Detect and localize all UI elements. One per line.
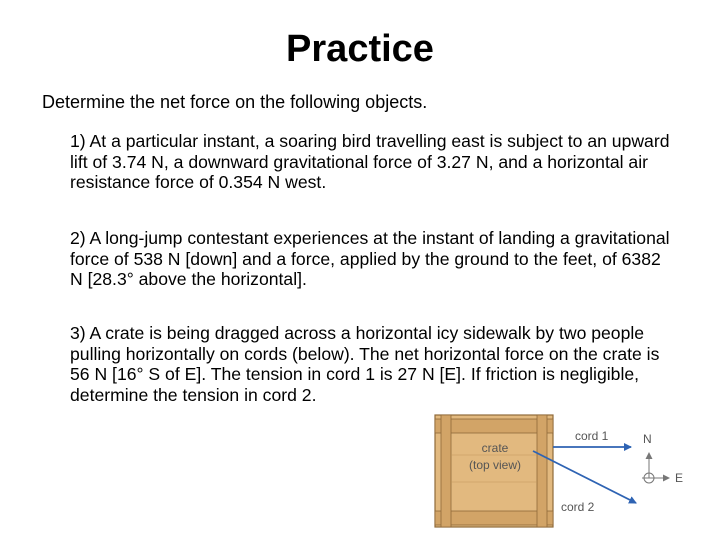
crate-sublabel: (top view) [468,458,522,472]
north-label: N [643,432,652,446]
problem-1: 1) At a particular instant, a soaring bird travelling east is subject to an upward lift of 3.74 N, a downward gravitational force of 3.27 N, and a horizontal air resistance force of 0.354 N west. [70,131,670,192]
crate-label: crate [481,441,509,455]
problem-2: 2) A long-jump contestant experiences at the instant of landing a gravitational force of 538 N [down] and a force, applied by the ground to the feet, of 6382 N [28.3° above the horizontal]. [70,228,670,289]
cord-2-label: cord 2 [561,500,595,514]
problem-3: 3) A crate is being dragged across a horizontal icy sidewalk by two people pulling horizontally on cords (below). The net horizontal force on the crate is 56 N [16° S of E]. The tension in cord 1 is 27 N [E]. If friction is negligible, determine the tension in cord 2. [70,323,660,405]
cord-1-label: cord 1 [575,429,609,443]
slide-title: Practice [286,28,434,70]
east-label: E [675,471,684,485]
crate-diagram [433,410,695,540]
compass-icon [642,453,669,483]
intro-text: Determine the net force on the following objects. [42,92,428,112]
